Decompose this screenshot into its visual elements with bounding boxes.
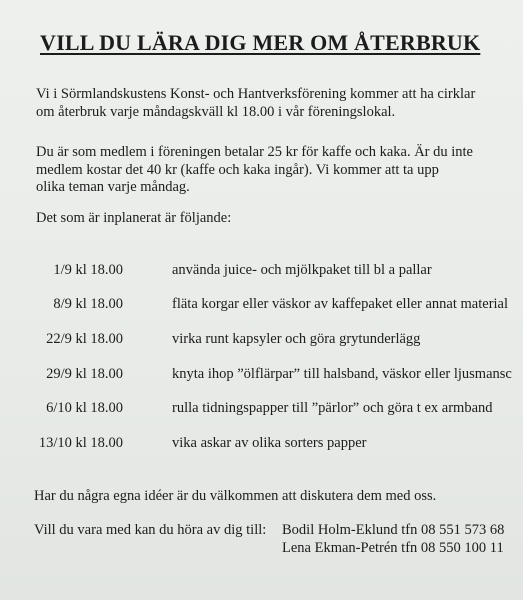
schedule-date: 13/10 kl 18.00 (38, 435, 123, 451)
schedule-date: 6/10 kl 18.00 (46, 400, 123, 416)
schedule-row (0, 262, 523, 282)
schedule-date: 22/9 kl 18.00 (46, 331, 123, 347)
schedule-activity: använda juice- och mjölkpaket till bl a pallar (172, 262, 432, 278)
schedule-row (0, 296, 523, 316)
schedule-row (0, 400, 523, 420)
schedule-activity: fläta korgar eller väskor av kaffepaket eller annat material (172, 296, 509, 312)
schedule-date: 1/9 kl 18.00 (53, 262, 123, 278)
intro-paragraph (36, 86, 475, 121)
schedule-row (0, 435, 523, 455)
invitation-text: Har du några egna idéer är du välkommen att diskutera dem med oss. (34, 488, 437, 504)
schedule-date: 8/9 kl 18.00 (53, 296, 123, 312)
intro-line-1: Vi i Sörmlandskustens Konst- och Hantverksförening kommer att ha cirklar (36, 86, 476, 102)
intro-line-2: om återbruk varje måndagskväll kl 18.00 i vår föreningslokal. (36, 103, 396, 120)
contact-person: Lena Ekman-Petrén tfn 08 550 100 11 (282, 540, 504, 556)
pricing-line-1: Du är som medlem i föreningen betalar 25 kr för kaffe och kaka. Är du inte (36, 144, 473, 160)
schedule-row (0, 366, 523, 386)
schedule-activity: rulla tidningspapper till ”pärlor” och göra t ex armband (172, 400, 493, 416)
schedule-activity: knyta ihop ”ölflärpar” till halsband, väskor eller ljusmansc (172, 366, 512, 382)
pricing-paragraph (36, 144, 473, 197)
schedule-activity: virka runt kapsyler och göra grytunderlägg (172, 331, 421, 347)
contact-lead: Vill du vara med kan du höra av dig till: (34, 522, 267, 538)
schedule-date: 29/9 kl 18.00 (46, 366, 123, 382)
page-title: VILL DU LÄRA DIG MER OM ÅTERBRUK (40, 30, 481, 55)
contact-person: Bodil Holm-Eklund tfn 08 551 573 68 (282, 522, 505, 538)
schedule-row (0, 331, 523, 351)
pricing-line-3: olika teman varje måndag. (36, 179, 190, 195)
pricing-line-2: medlem kostar det 40 kr (kaffe och kaka ingår). Vi kommer att ta upp (36, 161, 439, 178)
plan-intro: Det som är inplanerat är följande: (36, 210, 232, 226)
schedule-activity: vika askar av olika sorters papper (172, 435, 367, 451)
